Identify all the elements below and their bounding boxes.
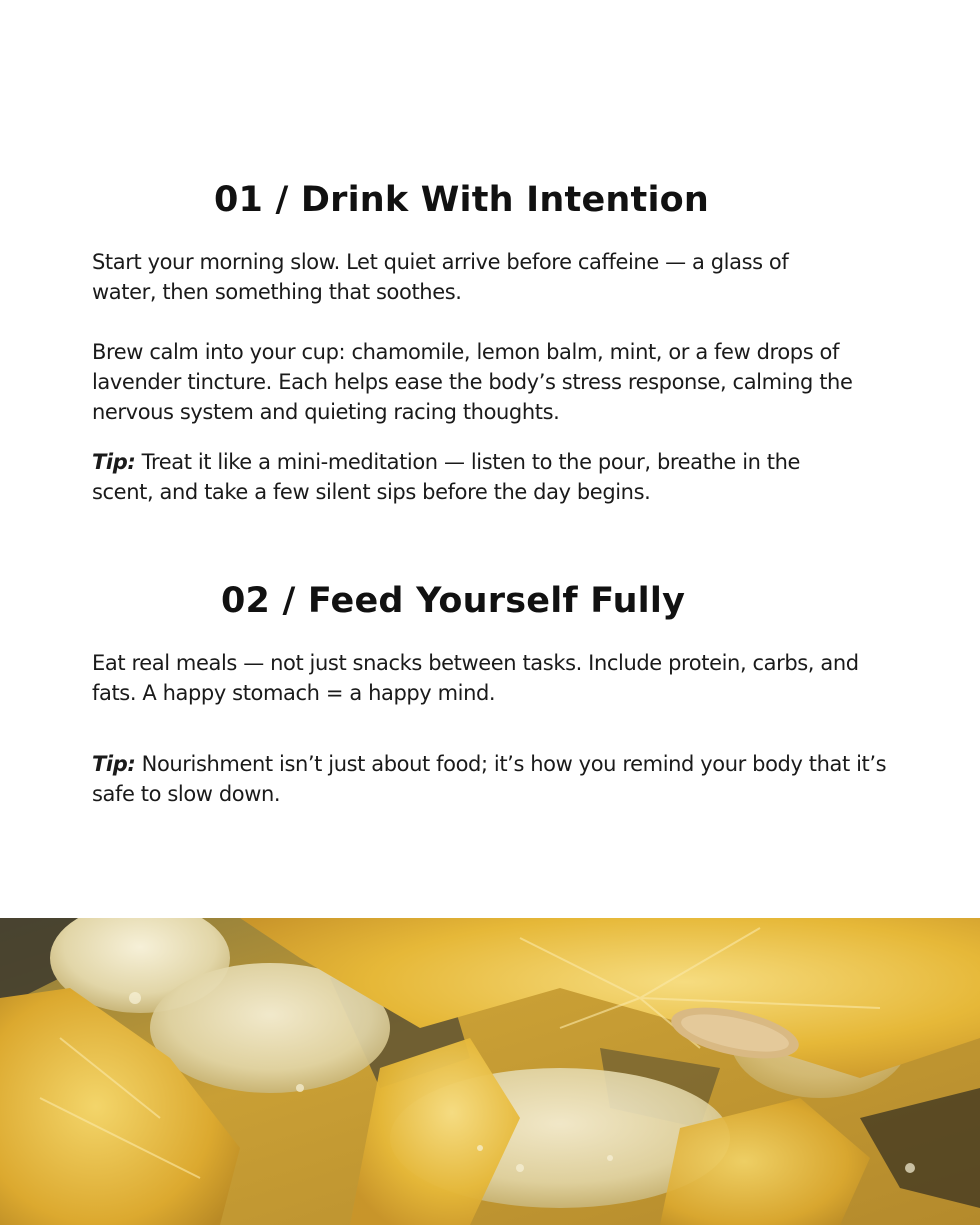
tip-label: Tip: — [92, 450, 136, 474]
paragraph: Start your morning slow. Let quiet arrive before caffeine — a glass of water, then something that soothes. — [92, 250, 789, 304]
section-heading: 01 / Drink With Intention — [214, 180, 709, 220]
paragraph: Brew calm into your cup: chamomile, lemon balm, mint, or a few drops of lavender tincture. Each helps ease the body’s stress response, calming the nervous system and quieting racing thoughts. — [92, 340, 853, 424]
tip-label: Tip: — [92, 752, 136, 776]
tip-text: Nourishment isn’t just about food; it’s how you remind your body that it’s safe to slow down. — [92, 752, 887, 806]
paragraph: Eat real meals — not just snacks between tasks. Include protein, carbs, and fats. A happy stomach = a happy mind. — [92, 651, 859, 705]
lemon-water-photo — [0, 918, 980, 1225]
tip-paragraph — [92, 749, 922, 809]
tip-text: Treat it like a mini-meditation — listen to the pour, breathe in the scent, and take a few silent sips before the day begins. — [92, 450, 801, 504]
section-heading: 02 / Feed Yourself Fully — [221, 581, 686, 621]
section-feed-yourself-fully — [92, 0, 922, 820]
